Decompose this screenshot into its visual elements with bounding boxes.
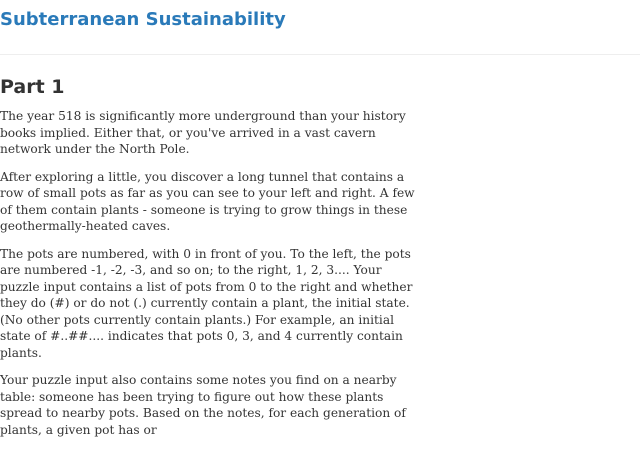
- article: [0, 74, 420, 449]
- paragraph-tunnel: After exploring a little, you discover a long tunnel that contains a row of small pots as far as you can see to your left and right. A few of them contain plants - someone is trying to grow things in these geothermally-heated caves.: [0, 169, 415, 233]
- page-title[interactable]: Subterranean Sustainability: [0, 9, 286, 30]
- paragraph-intro: The year 518 is significantly more underground than your history books implied. Either that, or you've arrived in a vast cavern network under the North Pole.: [0, 109, 406, 156]
- paragraph-pots: The pots are numbered, with 0 in front of you. To the left, the pots are numbered -1, -2, -3, and so on; to the right, 1, 2, 3.... Your puzzle input contains a list of pots from 0 to the right and whether they do (#) or do not (.) currently contain a plant, the initial state. (No other pots currently contain plants.) For example, an initial state of #..##.... indicates that pots 0, 3, and 4 currently contain plants.: [0, 246, 413, 360]
- paragraph-notes: Your puzzle input also contains some notes you find on a nearby table: someone has been trying to figure out how these plants spread to nearby pots. Based on the notes, for each generation of plants, a given pot has or: [0, 373, 406, 437]
- site-header: [0, 0, 640, 55]
- part-heading: Part 1: [0, 76, 65, 98]
